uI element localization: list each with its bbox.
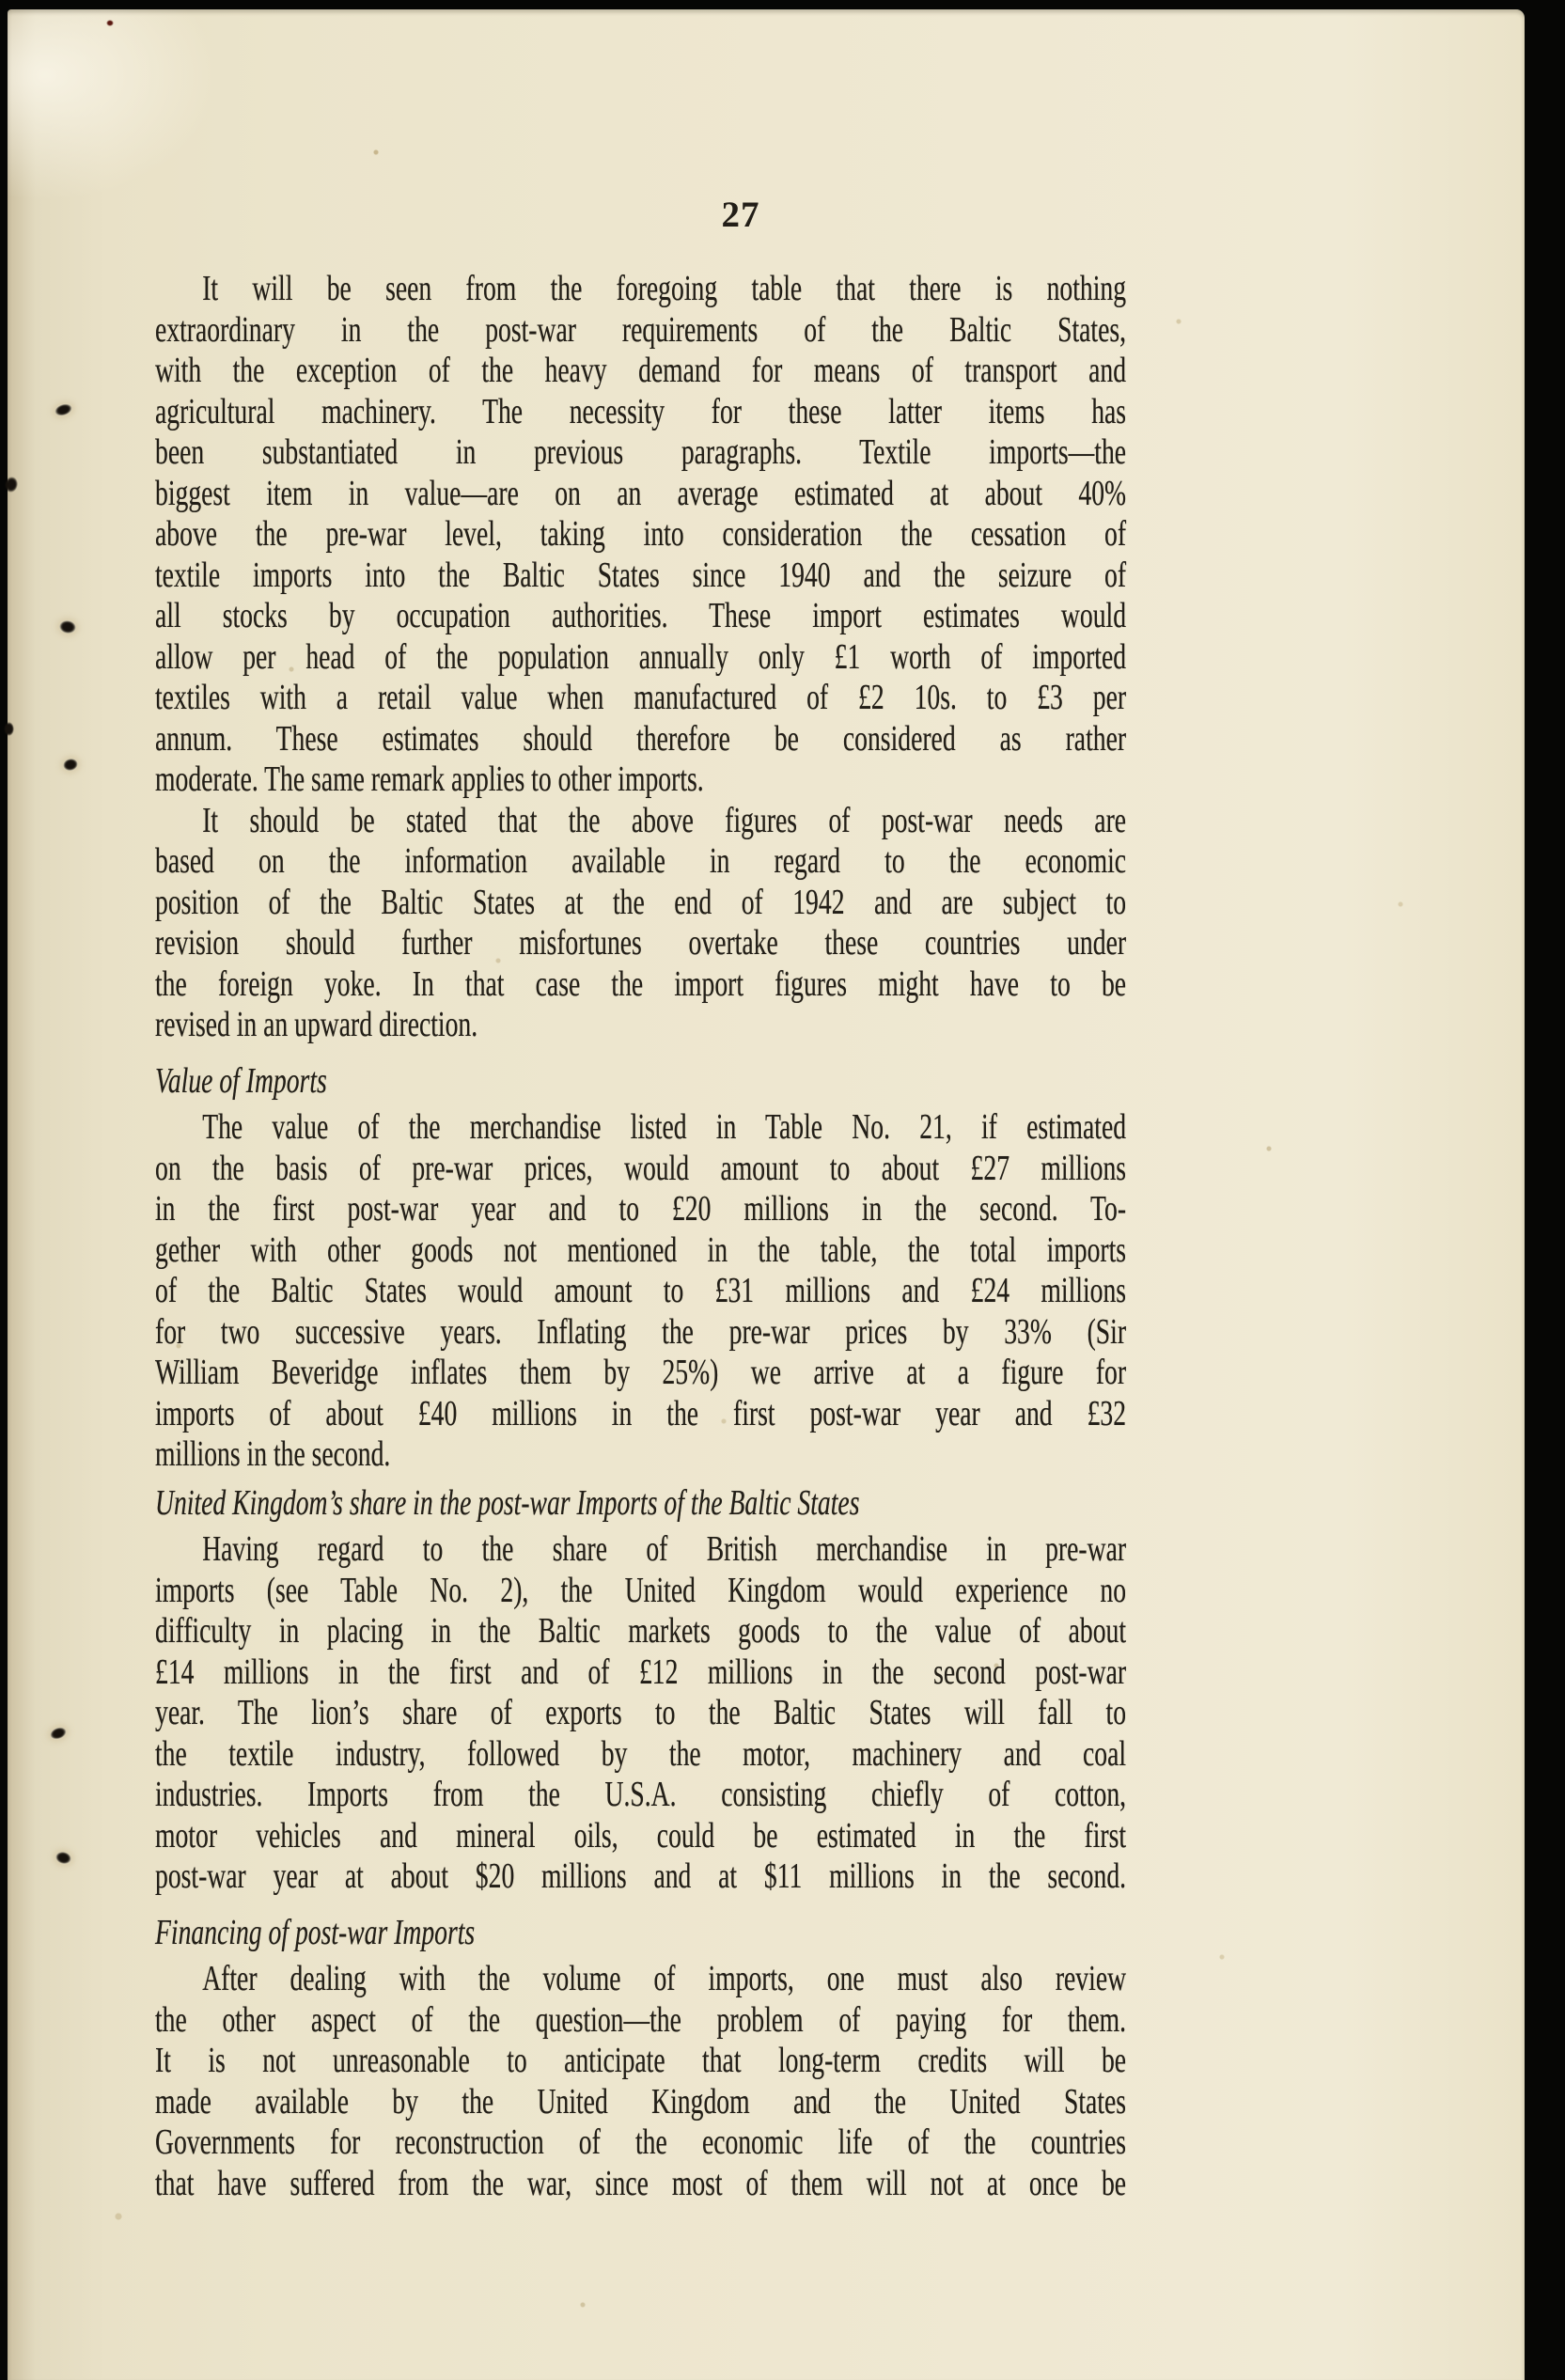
text-line: position of the Baltic States at the end of 1942 and are subject to — [155, 882, 1127, 922]
section-heading: United Kingdom’s share in the post-war Imports of the Baltic States — [155, 1482, 860, 1523]
text-line: The value of the merchandise listed in Table No. 21, if estimated — [202, 1107, 1127, 1147]
ink-spot — [48, 1725, 68, 1741]
text-line: revision should further misfortunes overtake these countries under — [155, 923, 1127, 963]
text-line: on the basis of pre-war prices, would amount to about £27 millions — [155, 1148, 1127, 1188]
text-line: of the Baltic States would amount to £31 millions and £24 millions — [155, 1271, 1127, 1310]
ink-spot — [3, 476, 19, 494]
text-line: Governments for reconstruction of the economic life of the countries — [155, 2122, 1127, 2162]
paragraph — [155, 1959, 1126, 2204]
text-line: moderate. The same remark applies to other imports. — [155, 759, 704, 799]
text-line: year. The lion’s share of exports to the Baltic States will fall to — [155, 1693, 1127, 1732]
text-line: After dealing with the volume of imports, one must also review — [202, 1959, 1127, 1998]
paragraph — [155, 269, 1126, 801]
text-line: industries. Imports from the U.S.A. consisting chiefly of cotton, — [155, 1775, 1127, 1814]
text-line: It is not unreasonable to anticipate that long-term credits will be — [155, 2041, 1127, 2080]
text-line: £14 millions in the first and of £12 millions in the second post-war — [155, 1652, 1127, 1692]
text-line: textiles with a retail value when manufactured of £2 10s. to £3 per — [155, 678, 1127, 717]
text-line: the textile industry, followed by the motor, machinery and coal — [155, 1733, 1127, 1774]
text-line: that have suffered from the war, since most of them will not at once be — [155, 2163, 1127, 2203]
section-heading: Financing of post-war Imports — [155, 1912, 476, 1952]
text-line: imports (see Table No. 2), the United Kingdom would experience no — [155, 1570, 1127, 1610]
text-line: in the first post-war year and to £20 millions in the second. To- — [155, 1189, 1127, 1229]
text-line: Having regard to the share of British merchandise in pre-war — [202, 1529, 1127, 1569]
text-line: biggest item in value—are on an average estimated at about 40% — [155, 473, 1127, 513]
text-line: revised in an upward direction. — [155, 1005, 478, 1044]
ink-spot — [54, 401, 74, 417]
text-line: made available by the United Kingdom and the United States — [155, 2081, 1127, 2122]
text-line: imports of about £40 millions in the first post-war year and £32 — [155, 1393, 1127, 1433]
ink-spot — [62, 757, 80, 772]
text-line: with the exception of the heavy demand for means of transport and — [155, 351, 1127, 390]
text-line: annum. These estimates should therefore be considered as rather — [155, 718, 1127, 759]
text-line: allow per head of the population annually only £1 worth of imported — [155, 636, 1127, 677]
paragraph — [155, 1107, 1126, 1476]
text-block — [155, 269, 1126, 2204]
text-line: the foreign yoke. In that case the import figures might have to be — [155, 963, 1127, 1004]
text-line: for two successive years. Inflating the pre-war prices by 33% (Sir — [155, 1311, 1127, 1352]
text-line: motor vehicles and mineral oils, could be estimated in the first — [155, 1815, 1127, 1855]
text-line: extraordinary in the post-war requirements of the Baltic States, — [155, 309, 1127, 350]
text-line: It will be seen from the foregoing table that there is nothing — [202, 269, 1127, 308]
page-number: 27 — [721, 195, 760, 235]
text-line: based on the information available in regard to the economic — [155, 841, 1127, 881]
text-line: been substantiated in previous paragraphs. Textile imports—the — [155, 432, 1127, 472]
page-paper — [8, 9, 1525, 2380]
paragraph — [155, 1529, 1126, 1898]
section-heading: Value of Imports — [155, 1060, 327, 1101]
ink-spot — [106, 20, 114, 26]
ink-spot — [4, 722, 14, 736]
text-line: William Beveridge inflates them by 25%) we arrive at a figure for — [155, 1353, 1127, 1392]
text-line: difficulty in placing in the Baltic markets goods to the value of about — [155, 1611, 1127, 1651]
text-line: textile imports into the Baltic States since 1940 and the seizure of — [155, 555, 1127, 595]
text-line: agricultural machinery. The necessity for these latter items has — [155, 391, 1127, 431]
ink-spot — [58, 619, 77, 634]
text-line: gether with other goods not mentioned in the table, the total imports — [155, 1229, 1127, 1270]
text-line: above the pre-war level, taking into consideration the cessation of — [155, 514, 1127, 554]
text-line: It should be stated that the above figures of post-war needs are — [202, 800, 1127, 840]
text-line: post-war year at about $20 millions and at $11 millions in the second. — [155, 1856, 1127, 1896]
text-line: all stocks by occupation authorities. These import estimates would — [155, 596, 1127, 635]
paragraph — [155, 801, 1126, 1046]
ink-spot — [55, 1850, 73, 1866]
text-line: the other aspect of the question—the problem of paying for them. — [155, 1999, 1127, 2040]
text-line: millions in the second. — [155, 1434, 391, 1474]
